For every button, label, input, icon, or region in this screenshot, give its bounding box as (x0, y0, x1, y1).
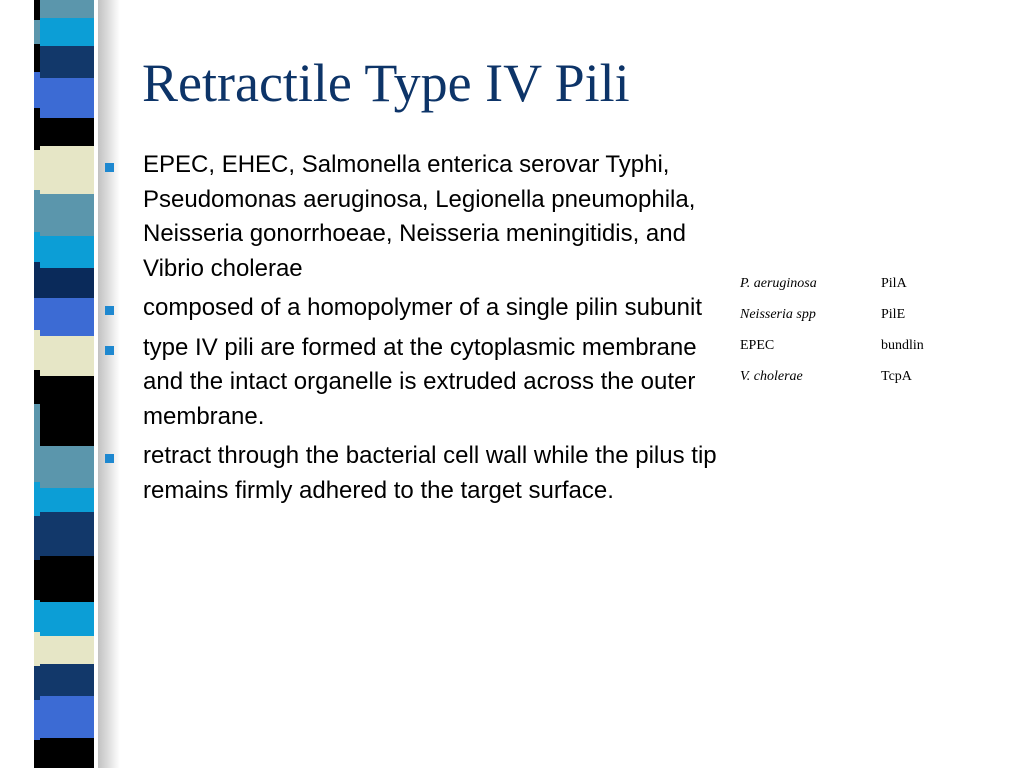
organism-cell: Neisseria spp (740, 307, 816, 322)
stripe-block (34, 72, 40, 108)
stripe-block (34, 262, 40, 298)
stripe-block (38, 636, 94, 664)
stripe-block (34, 440, 40, 482)
square-bullet-icon (105, 306, 114, 315)
stripe-block (34, 560, 40, 600)
stripe-block (34, 700, 40, 740)
organism-cell: V. cholerae (740, 369, 803, 384)
pilin-table (740, 276, 924, 400)
pilin-cell: bundlin (881, 338, 924, 353)
stripe-block (38, 738, 94, 768)
square-bullet-icon (105, 163, 114, 172)
slide-title: Retractile Type IV Pili (142, 53, 630, 113)
stripe-block (34, 298, 40, 330)
stripe-block (34, 740, 40, 768)
stripe-block (38, 268, 94, 298)
organism-cell: EPEC (740, 338, 775, 353)
stripe-block (38, 118, 94, 146)
stripe-block (34, 44, 40, 72)
bullet-item (103, 148, 743, 286)
bullet-text: EPEC, EHEC, Salmonella enterica serovar Typhi, Pseudomonas aeruginosa, Legionella pneumophila, Neisseria gonorrhoeae, Neisseria meningitidis, and Vibrio cholerae (143, 151, 696, 282)
stripe-block (34, 190, 40, 232)
bullet-text: type IV pili are formed at the cytoplasmic membrane and the intact organelle is extruded across the outer membrane. (143, 333, 697, 430)
stripe-block (38, 602, 94, 636)
square-bullet-icon (105, 346, 114, 355)
stripe-block (34, 404, 40, 440)
stripe-block (38, 46, 94, 78)
stripe-block (34, 150, 40, 190)
organism-cell: P. aeruginosa (740, 276, 817, 291)
stripe-block (34, 516, 40, 560)
stripe-block (38, 336, 94, 376)
stripe-block (38, 376, 94, 400)
stripe-block (34, 232, 40, 262)
pilin-cell: PilA (881, 276, 907, 291)
stripe-block (34, 632, 40, 666)
bullet-text: composed of a homopolymer of a single pilin subunit (143, 294, 702, 321)
table-row (740, 307, 924, 338)
stripe-block (38, 400, 94, 446)
table-row (740, 369, 924, 400)
stripe-block (34, 600, 40, 632)
stripe-block (38, 194, 94, 236)
stripe-block (38, 696, 94, 738)
stripe-block (38, 446, 94, 488)
pilin-cell: TcpA (881, 369, 912, 384)
stripe-block (38, 488, 94, 512)
pilin-cell: PilE (881, 307, 906, 322)
stripe-block (34, 482, 40, 516)
stripe-block (38, 78, 94, 118)
stripe-block (38, 146, 94, 194)
stripe-block (34, 108, 40, 150)
stripe-block (38, 0, 94, 18)
stripe-block (34, 666, 40, 700)
square-bullet-icon (105, 454, 114, 463)
table-row (740, 276, 924, 307)
bullet-item (103, 331, 743, 435)
stripe-block (34, 330, 40, 370)
stripe-block (38, 556, 94, 602)
stripe-block (38, 664, 94, 696)
stripe-block (34, 370, 40, 404)
stripe-block (38, 298, 94, 336)
bullet-item (103, 291, 743, 326)
bullet-list (103, 148, 743, 513)
stripe-block (34, 20, 40, 44)
stripe-block (34, 0, 40, 20)
bullet-text: retract through the bacterial cell wall while the pilus tip remains firmly adhered to the target surface. (143, 442, 717, 504)
stripe-block (38, 236, 94, 268)
bullet-item (103, 439, 743, 508)
table-row (740, 338, 924, 369)
stripe-block (38, 18, 94, 46)
stripe-block (38, 512, 94, 556)
